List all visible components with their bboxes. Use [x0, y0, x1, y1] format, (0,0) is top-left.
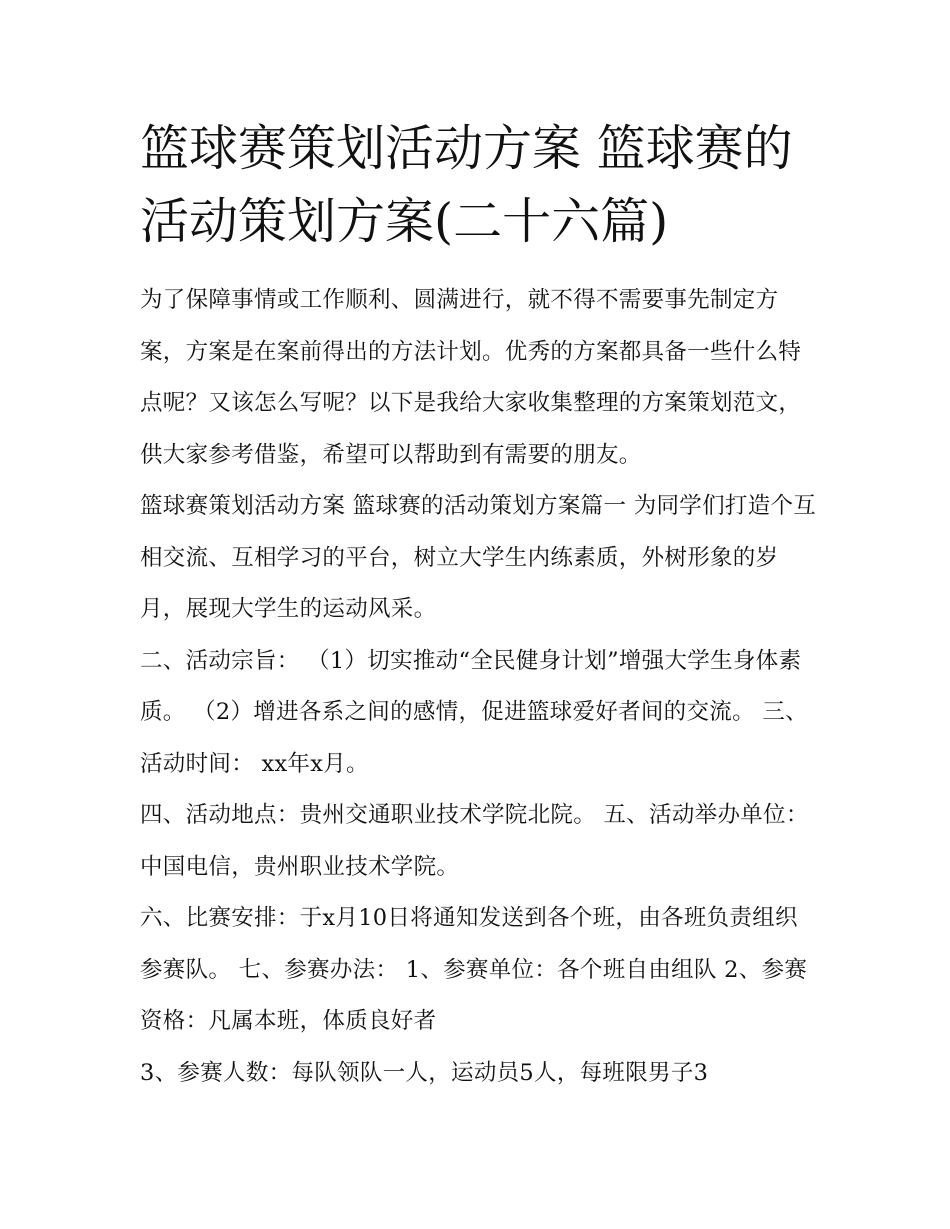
paragraph-section-one: 篮球赛策划活动方案 篮球赛的活动策划方案篇一 为同学们打造个互相交流、互相学习的平台，树立大学生内练素质，外树形象的岁月，展现大学生的运动风采。 [140, 493, 817, 622]
paragraph-intro: 为了保障事情或工作顺利、圆满进行，就不得不需要事先制定方案，方案是在案前得出的方法计划。优秀的方案都具备一些什么特点呢？又该怎么写呢？以下是我给大家收集整理的方案策划范文，供大家参考借鉴，希望可以帮助到有需要的朋友。 [140, 287, 802, 468]
paragraph-location-organizer: 四、活动地点：贵州交通职业技术学院北院。 五、活动举办单位：中国电信，贵州职业技术学院。 [140, 802, 809, 880]
paragraph-schedule-rules: 六、比赛安排：于x月10日将通知发送到各个班，由各班负责组织参赛队。 七、参赛办法： 1、参赛单位：各个班自由组队 2、参赛资格：凡属本班，体质良好者 [140, 905, 808, 1034]
document-content [140, 112, 820, 1099]
document-title: 篮球赛策划活动方案 篮球赛的活动策划方案(二十六篇) [140, 120, 793, 250]
document-body [140, 275, 820, 1099]
paragraph-purpose-time: 二、活动宗旨： （1）切实推动“全民健身计划”增强大学生身体素质。 （2）增进各系之间的感情，促进篮球爱好者间的交流。 三、活动时间： xx年x月。 [140, 647, 808, 777]
paragraph-team-size: 3、参赛人数：每队领队一人，运动员5人，每班限男子3 [140, 1059, 709, 1086]
